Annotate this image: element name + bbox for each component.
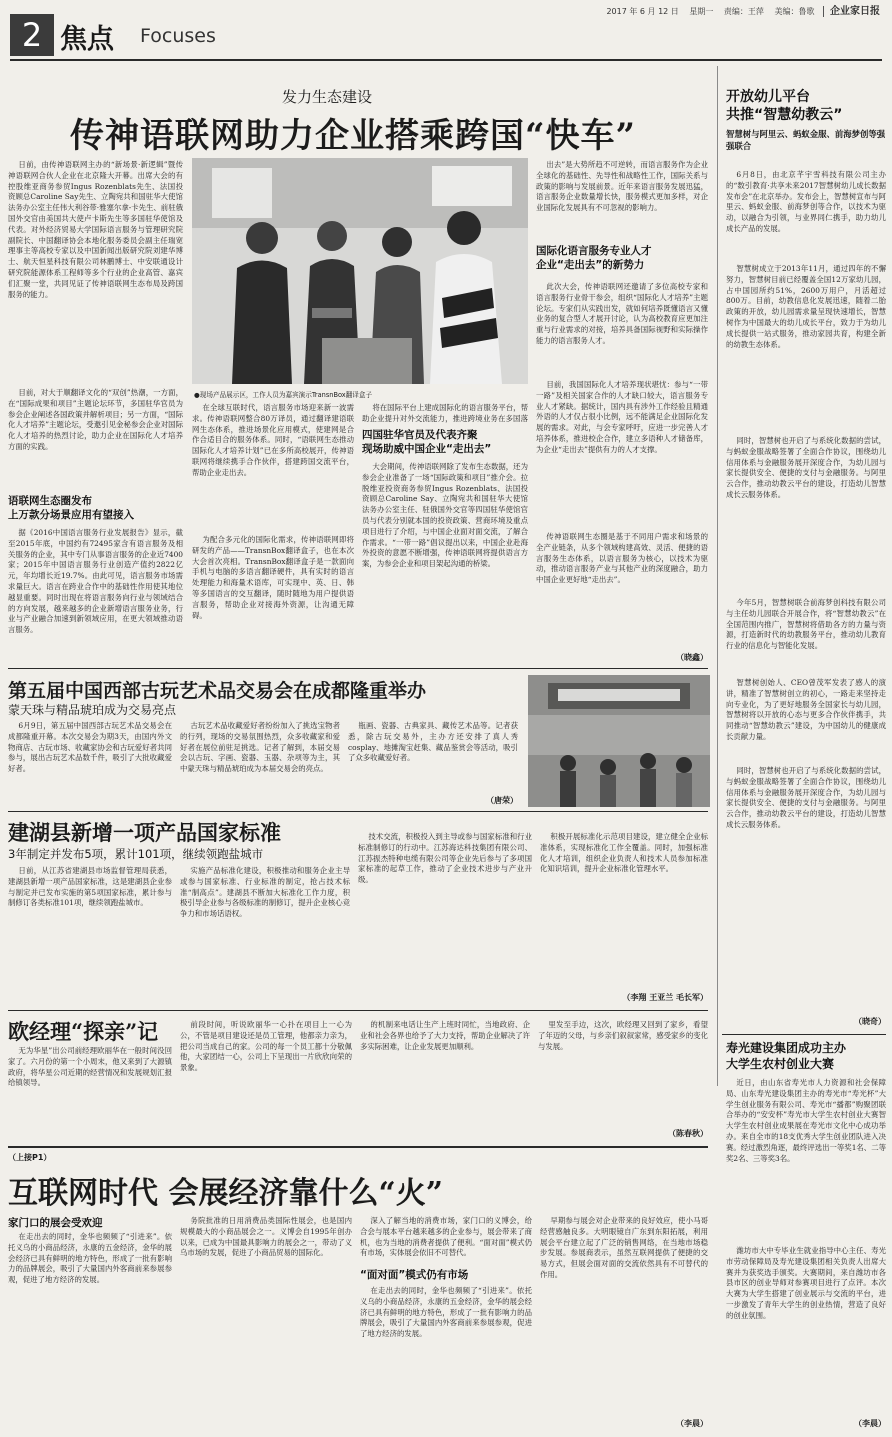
masthead [0, 0, 892, 64]
internet-col3b: 在走出去的同时，金华也频频了“引进来”。依托义乌的小商品经济，永康的五金经济，金华的展会经济已具有鲜明的地方特色，形成了一批有影响力的品牌展会，吸引了大量国内外客商前来参展参观，促进了地方经济的发展。 [360, 1286, 532, 1339]
eu-col4: 里发至手边，这次，欧经理又回到了家乡，看望了年迈的父母，与乡亲们叙叙家常，感受家乡的变化与发展。 [538, 1020, 708, 1051]
paper-name: 企业家日报 [823, 6, 880, 17]
art-col1: 6月9日，第五届中国西部古玩艺术品交易会在成都隆重开幕。本次交易会为期3天，由国内外文物商店、古玩市场、收藏家协会和古玩爱好者共同参与，展出古玩艺术品数千件，吸引了大批收藏爱好者。 [8, 721, 172, 774]
eu-col3: 的机制来电话让生产上班时同忙，当地政府、企业和社会各界也给予了大力支持，帮助企业解决了许多实际困难，让企业发展更加顺利。 [360, 1020, 530, 1051]
lead-sub1-title: 语联网生态圈发布 上万款分场景应用有望接入 [8, 495, 134, 521]
lead-sub3-body3: 传神语联网生态圈是基于不同用户需求和场景的全产业链条，从多个领域构建高效、灵活、便捷的语言服务生态体系，以语言服务为核心，以技术为驱动，推动语言服务产业与其他产业的深度融合，助力中国企业更好地“走出去”。 [536, 532, 708, 585]
masthead-info [606, 2, 880, 17]
art-byline: （唐荣） [486, 796, 518, 805]
art-subhead: 蒙天珠与精品琥珀成为交易亮点 [8, 703, 177, 717]
right-sub-title: 寿光建设集团成功主办 大学生农村创业大赛 [726, 1041, 847, 1071]
lead-sub2-title: 四国驻华官员及代表齐聚 现场助威中国企业“走出去” [362, 429, 492, 455]
right-subtitle: 智慧树与阿里云、蚂蚁金服、前海梦创等强强联合 [726, 129, 886, 151]
right-divider-rule [722, 1034, 886, 1035]
lead-photo-caption: ●现场产品展示区，工作人员为嘉宾演示TransnBox翻译盒子 [194, 391, 373, 399]
issue-weekday: 星期一 [689, 7, 714, 16]
std-col1: 日前，从江苏省建湖县市场监督管理局获悉，建湖县新增一项产品国家标准，这是建湖县企业参与制定并已发布实施的第5项国家标准，累计参与制修订各类标准101项，继续领跑盐城市。 [8, 866, 172, 908]
art-headline: 第五届中国西部古玩艺术品交易会在成都隆重举办 [8, 680, 427, 702]
internet-sub1: 家门口的展会受欢迎 [8, 1217, 103, 1229]
eu-col2: 前段时间，听说欧丽华一心扑在项目上一心为公，不管是项目建设还是员工管理，他都亲力亲为，把公司当成自己的家。公司的每一个员工都十分敬佩他，大家团结一心，公司上下呈现出一片欣欣向荣的景象。 [180, 1020, 352, 1073]
section-name-cn: 焦点 [60, 24, 114, 55]
right-body5: 智慧树创始人、CEO曾茂军发表了感人的演讲，精准了智慧树创立的初心，一路走来坚持走向专业化，为了更好地服务全国家长与幼儿园，智慧树将以开放的心态与更多合作伙伴携手，共同推动“智慧幼教云”建设，为中国幼儿的健康成长贡献力量。 [726, 678, 886, 741]
internet-col2: 务院批准的日用消费品类国际性展会，也是国内规模最大的小商品展会之一。义博会自1995年创办以来，已成为中国最具影响力的展会之一，带动了义乌市场的发展，促进了小商品贸易的国际化。 [180, 1216, 352, 1258]
lead-sub3-body: 此次大会，传神语联网还邀请了多位高校专家和语言服务行业骨干参会，组织“国际化人才培养”主题论坛。专家们从实践出发，就如何培养既懂语言又懂业务的复合型人才展开讨论，认为高校教育应更加注重与行业需求的对接，培养具备国际视野和实际操作能力的语言服务人才。 [536, 282, 708, 345]
right-body3: 同时，智慧树也开启了与系统化数据的尝试，与蚂蚁金服战略签署了全面合作协议，围绕幼儿信用体系与金融服务展开深度合作，为幼儿园与家长提供安全、便捷的支付与金融服务。与阿里云合作，推动幼教云平台的建设，打造幼儿智慧成长云服务体系。 [726, 436, 886, 499]
lead-photo [192, 158, 528, 384]
lead-sub2-body: 大会期间，传神语联网除了发布生态数据，还为参会企业准备了一场“国际政策和项目”推介会。拉脱维亚投资商务参贸Ingus Rozenblats、法国投资顾总Caroline Say、立陶宛共和国驻华大使馆法务办公室主任、驻俄国外交官等四国驻华使馆官员与代表分别就本国的投资政策、营商环境及重点项目进行了介绍，与中国企业面对面交流，了解合作需求。“一带一路”倡议提出以来，中国企业赴海外投资的意愿不断增强，传神语联网将提供语言方案，为参会企业和项目架起沟通的桥梁。 [362, 462, 528, 569]
std-byline: （李翔 王亚兰 毛长军） [622, 993, 708, 1002]
lead-sub3-body2: 目前，我国国际化人才培养现状堪忧：参与“一带一路”及相关国家合作的人才缺口较大，语言服务专业人才紧缺。据统计，国内具有涉外工作经验且精通外语的人才仅占很小比例，远不能满足企业国际化发展的需求。对此，与会专家呼吁，应进一步完善人才培养体系，推进校企合作，建立多语种人才储备库，为企业“走出去”提供有力的人才支撑。 [536, 380, 708, 454]
eu-col1: 无为华星”出公司前经理欧丽华在一般时间没回家了。六月份的第一个小周末，他又来到了大源镇政府，将华星公司近期的经营情况和发展规划汇报给镇领导。 [8, 1046, 172, 1088]
internet-byline: （李晨） [676, 1419, 708, 1428]
right-byline: （晓奇） [854, 1017, 886, 1026]
art-col2: 古玩艺术品收藏爱好者纷纷加入了挑选宝物者的行列，现场的交易氛围热烈，众多收藏家和爱好者在展位前驻足挑选。记者了解到，本届交易会以古玩、字画、瓷器、玉器、杂项等为主，其中蒙天珠与精品琥珀成为本届交易会的亮点。 [180, 721, 340, 774]
page-number-box: 2 [10, 14, 54, 56]
eu-bottom-rule [8, 1146, 708, 1148]
std-col4: 积极开展标准化示范项目建设，建立健全企业标准体系，实现标准化工作全覆盖。同时，加强标准化人才培训，组织企业负责人和技术人员参加标准化知识培训，提升企业标准化管理水平。 [540, 832, 708, 874]
eu-byline: （陈春秋） [668, 1129, 708, 1138]
lead-col5a: 出去”是大势所趋不可逆转，而语言服务作为企业全球化的基础性、先导性和战略性工作，国际关系与政策的影响与发展前景。近年来语言服务发展迅猛，语言服务企业数量增长快，服务模式更加多样，对企业国际化发展具有不可忽视的影响力。 [536, 160, 708, 213]
art-photo [528, 675, 710, 807]
internet-continued: （上接P1） [8, 1153, 52, 1162]
right-body4: 今年5月，智慧树联合前海梦创科技有限公司与主任幼儿园联合开展合作，将“智慧幼教云”在全国范围内推广，智慧树将借助各方的力量与资源，打造新时代的幼教服务平台，推动幼儿教育行业的信息化与智能化发展。 [726, 598, 886, 651]
right-sub-body: 近日，由山东省寿光市人力资源和社会保障局、山东寿光建设集团主办的寿光市“寿光杯”大学生创业服务有限公司、寿光市“播都”购聚团联合举办的“安安杯”寿光市大学生农村创业大赛智大学生农村创业成果展在寿光市文化中心成功举办。来自全市的18支优秀大学生创业团队进入决赛。经过激烈角逐，最终评选出一等奖1名、二等奖2名、三等奖3名。 [726, 1078, 886, 1163]
right-body1: 6月8日，由北京芊宇雪科技有限公司主办的“数引教育·共享未来2017智慧树幼儿成长数据发布会”在北京举办。发布会上，智慧树宣布与阿里云、蚂蚁金服、前海梦创等合作，以技术为驱动，以融合为引领，与业界同仁携手，助力幼儿成长产品的发展。 [726, 170, 886, 233]
right-sub-body2: 潍坊市大中专毕业生就业指导中心主任、寿光市劳动保障局及寿光建设集团相关负责人出席大赛并为获奖选手颁奖。大赛期间，来自潍坊市各县市区的创业导师对参赛项目进行了点评。本次大赛为大学生搭建了创业展示与交流的平台，进一步激发了青年大学生的创业热情，营造了良好的创业氛围。 [726, 1246, 886, 1320]
eu-headline: 欧经理“探亲”记 [8, 1019, 159, 1044]
designer-credit: 美编：鲁歌 [774, 7, 815, 16]
lead-kicker: 发力生态建设 [282, 88, 373, 106]
art-bottom-rule [8, 811, 708, 812]
lead-sub1-body: 据《2016中国语言服务行业发展报告》显示，截至2015年底，中国约有72495家含有语言服务及相关服务的企业，其中专门从事语言服务的企业近7400家；2015年中国语言服务行业创造产值约2822亿元，年均增长近19.7%。由此可见，语言服务市场需求量巨大。语言在跨业合作中的基础性作用使其地位越显重要。同时出现在将语言服务向行业与领域结合的方向发展，越来越多的企业新增语言服务业务，行业与产业融合加速到新领域应用，在更大领域推动语言服务。 [8, 528, 183, 635]
art-col3: 瓶画、瓷器、古典家具、藏传艺术品等。记者获悉，除古玩交易外，主办方还安排了真人秀cosplay、地摊淘宝赶集、藏品鉴赏会等活动，吸引了众多收藏爱好者。 [348, 721, 518, 763]
internet-col4: 早期参与展会对企业带来的良好效应，使小马哥经营感触良多。大明眼镜自广东到东阳拓展，利用展会平台建立起了广泛的销售网络，在当地市场稳步发展。参展商表示，虽然互联网提供了便捷的交易方式，但展会面对面的交流依然具有不可替代的作用。 [540, 1216, 708, 1279]
right-title: 开放幼儿平台 共推“智慧幼教云” [726, 89, 843, 123]
lead-col3b: 为配合多元化的国际化需求，传神语联网即将研发的产品——TransnBox翻译盒子，也在本次大会首次亮相。TransnBox翻译盒子是一款面向手机与电脑的多语言翻译硬件，具有实时的语言处理能力和海量术语库，可实现中、英、日、韩等多国语言的交互翻译，随时随地为用户提供语言服务，帮助企业对接海外资源，让沟通无障碍。 [192, 535, 354, 620]
right-body2: 智慧树成立于2013年11月，通过四年的不懈努力，智慧树目前已经覆盖全国12万家幼儿园，占中国园所约51%，2600万用户，月活超过800万。目前，幼教信息化发展迅速，随着二胎政策的开放，幼儿园需求量呈现快速增长，智慧树作为中国最大的幼儿成长平台，致力于为幼儿成长提供一站式服务，推动家园共育，构建全新的幼教生态体系。 [726, 264, 886, 349]
section-name-en: Focuses [140, 25, 216, 47]
std-headline: 建湖县新增一项产品国家标准 [8, 820, 281, 845]
std-col2: 实施产品标准化建设，积极推动和服务企业主导或参与国家标准、行业标准的制定，抢占技术标准“制高点”。建湖县不断加大标准化工作力度，积极引导企业参与各级标准的制修订，提升企业核心竞争力和市场话语权。 [180, 866, 350, 919]
right-body-fill: 同时，智慧树也开启了与系统化数据的尝试，与蚂蚁金服战略签署了全面合作协议，围绕幼儿信用体系与金融服务展开深度合作，为幼儿园与家长提供安全、便捷的支付与金融服务。与阿里云合作，推动幼教云平台的建设，打造幼儿智慧成长云服务体系。 [726, 766, 886, 829]
std-subhead: 3年制定并发布5项，累计101项，继续领跑盐城市 [8, 847, 264, 861]
internet-sub2: “面对面”模式仍有市场 [360, 1269, 469, 1281]
masthead-rule [10, 59, 882, 61]
lead-headline: 传神语联网助力企业搭乘跨国“快车” [70, 116, 637, 156]
internet-col3: 深入了解当地的消费市场，家门口的义博会，给合会与展本平台越来越多的企业参与，展会带来了商机，也为当地的消费者提供了便利。“面对面”模式仍有市场，实体展会依旧不可替代。 [360, 1216, 532, 1258]
std-bottom-rule [8, 1010, 708, 1011]
lead-col1: 日前，由传神语联网主办的“新场景·新逻辑”暨传神语联网合伙人企业在北京隆大开幕。出席大会的有控股维亚商务参贸Ingus Rozenblats先生、法国投资顾总Caroline Say先生、立陶宛共和国驻华大使馆法务办公室主任伟大利谷带·雅塞尔拿-卡先生、前驻俄国外交官由美国共大使卢卡斯先生等多国驻华使馆及代表。对外经济贸易大学国际语言服务与管理研究院副院长、中国翻译协会本地化服务委员会副主任瑞宽理事主等高校专家以及中国新闻出版研究院刘建华博士、航天恒星科技有限公司林鹏博士、中安联通设计研究院能源体系工程师等多个行业的企业高管、嘉宾们汇聚一堂，共同见证了传神语联网生态布局及跨国服务的能力。 [8, 160, 183, 299]
lead-col4: 将在国际平台上建成国际化的语言服务平台，帮助企业提升对外交流能力，推进跨境业务在多国落 [362, 403, 528, 423]
internet-headline: 互联网时代 会展经济靠什么“火” [8, 1176, 443, 1211]
lead-bottom-rule [8, 668, 708, 669]
internet-col1: 在走出去的同时，金华也频频了“引进来”。依托义乌的小商品经济，永康的五金经济，金华的展会经济已具有鲜明的地方特色，形成了一批有影响力的品牌展会，吸引了大量国内外客商前来参展参观，促进了地方经济的发展。 [8, 1232, 172, 1285]
lead-col3: 在全球互联时代，语言服务市场迎来新一波需求。传神语联网整合80万译员，通过翻译建语联网生态体系，推进场景化应用模式，使建网是合作合适目合的服务体系。同时，“语联网生态推动国际化人才培养计划”已在多所高校展开，传神语联网将继续携手合作伙伴，搭建跨国交流平台，帮助企业走出去。 [192, 403, 354, 477]
lead-sub3-title: 国际化语言服务专业人才 企业“走出去”的新势力 [536, 245, 652, 271]
lead-col1b: 目前，对大于顺翻译文化的“双创”热潮，一方面，在“国际成果和项目”主题论坛环节，多国驻华官员为参会企业阐述各国政策并解析项目；另一方面，“国际化人才培养”主题论坛，受邀引见金秘参会企业对国际化人才培养的热烈讨论，助力企业在国际化人才培养方面的实践。 [8, 388, 183, 451]
editor-credit: 责编：王萍 [723, 7, 764, 16]
right-sub-byline: （李晨） [854, 1419, 886, 1428]
art-photo-scene [528, 675, 710, 807]
std-col3: 技术交流，积极投入到主导或参与国家标准和行业标准制修订的行动中。江苏海达科技集团有限公司、江苏振杰特种电缆有限公司等企业先后参与了多项国家标准的起草工作，推动了企业技术进步与产业升级。 [358, 832, 532, 885]
lead-photo-scene [192, 158, 528, 384]
issue-date: 2017 年 6 月 12 日 [606, 7, 679, 16]
lead-byline: （晓鑫） [676, 653, 708, 662]
right-column-divider [717, 66, 718, 1086]
